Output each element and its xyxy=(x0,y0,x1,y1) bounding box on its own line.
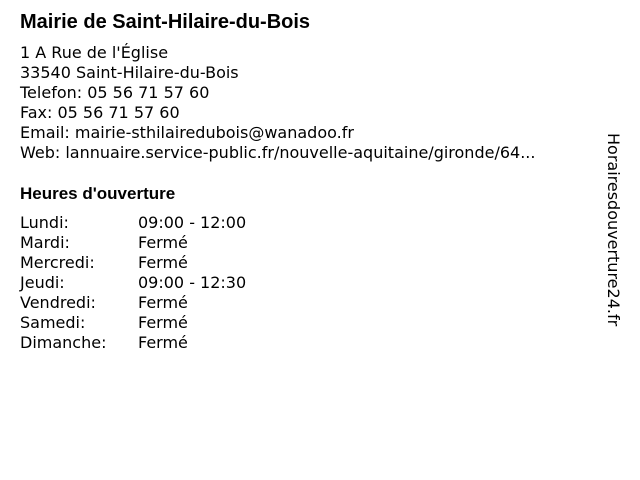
day-label: Vendredi: xyxy=(20,293,96,312)
hours-row-wednesday xyxy=(20,253,246,273)
opening-time: Fermé xyxy=(138,253,188,272)
email-line: Email: mairie-sthilairedubois@wanadoo.fr xyxy=(20,123,354,142)
hours-row-tuesday xyxy=(20,233,246,253)
page-title: Mairie de Saint-Hilaire-du-Bois xyxy=(20,11,311,33)
opening-time: Fermé xyxy=(138,233,188,252)
day-label: Samedi: xyxy=(20,313,86,332)
hours-row-monday xyxy=(20,213,246,233)
day-label: Lundi: xyxy=(20,213,69,232)
opening-time: 09:00 - 12:00 xyxy=(138,213,247,232)
hours-row-thursday xyxy=(20,273,246,293)
phone-line: Telefon: 05 56 71 57 60 xyxy=(20,83,210,102)
web-line: Web: lannuaire.service-public.fr/nouvelle-aquitaine/gironde/64... xyxy=(20,143,536,162)
hours-row-saturday xyxy=(20,313,246,333)
city-line: 33540 Saint-Hilaire-du-Bois xyxy=(20,63,239,82)
fax-line: Fax: 05 56 71 57 60 xyxy=(20,103,180,122)
opening-time: Fermé xyxy=(138,293,188,312)
address-block xyxy=(20,43,535,163)
hours-row-sunday xyxy=(20,333,246,353)
day-label: Mercredi: xyxy=(20,253,95,272)
opening-time: 09:00 - 12:30 xyxy=(138,273,247,292)
hours-heading: Heures d'ouverture xyxy=(20,184,176,203)
day-label: Mardi: xyxy=(20,233,70,252)
site-watermark: Horairesdouverture24.fr xyxy=(604,133,623,327)
street-line: 1 A Rue de l'Église xyxy=(20,43,169,62)
hours-row-friday xyxy=(20,293,246,313)
opening-time: Fermé xyxy=(138,313,188,332)
opening-time: Fermé xyxy=(138,333,188,352)
day-label: Dimanche: xyxy=(20,333,107,352)
hours-table xyxy=(20,213,246,353)
day-label: Jeudi: xyxy=(20,273,65,292)
